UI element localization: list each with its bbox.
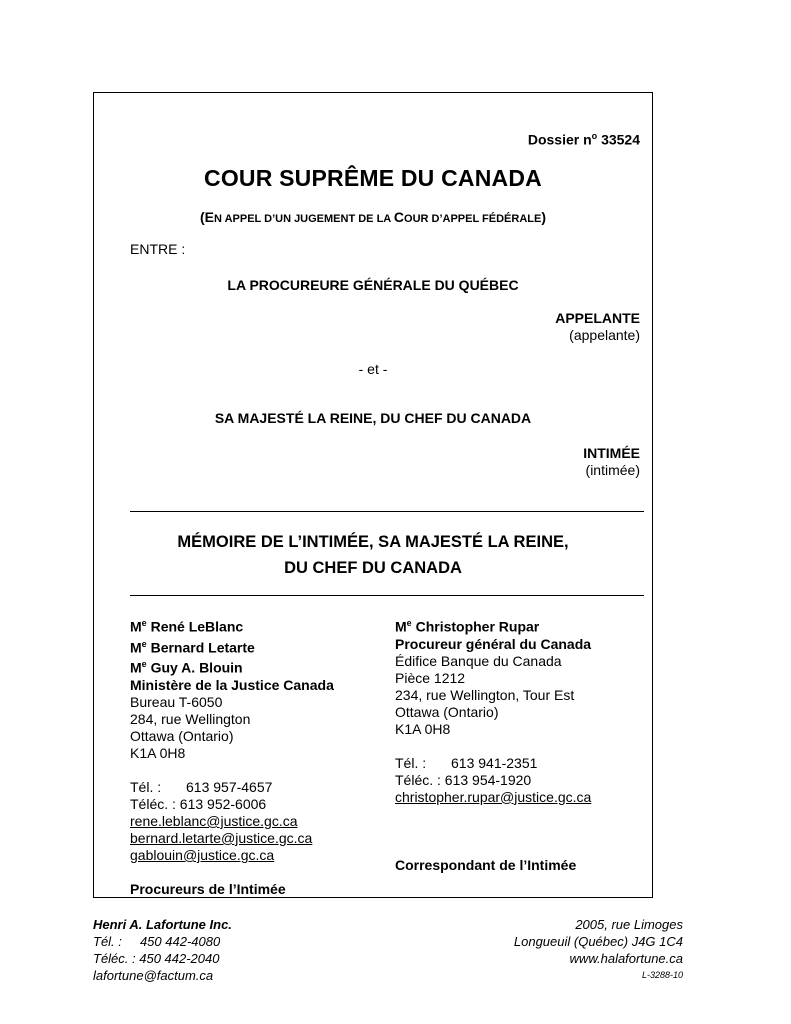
counsel-org: Procureur général du Canada <box>395 635 592 652</box>
appellant-role: APPELANTE (appelante) <box>555 310 640 343</box>
appellant-name: LA PROCUREURE GÉNÉRALE DU QUÉBEC <box>227 277 519 293</box>
address-line: Pièce 1212 <box>395 669 466 686</box>
memoire-title: MÉMOIRE DE L’INTIMÉE, SA MAJESTÉ LA REINE, DU CHEF DU CANADA <box>177 533 569 577</box>
respondent-role: INTIMÉE (intimée) <box>583 445 640 478</box>
printer-email[interactable]: lafortune@factum.ca <box>93 968 214 983</box>
printer-city: Longueuil (Québec) J4G 1C4 <box>513 934 683 949</box>
et-separator: - et - <box>358 361 388 377</box>
divider-top <box>130 511 644 512</box>
printer-info <box>93 916 232 984</box>
respondent-name: SA MAJESTÉ LA REINE, DU CHEF DU CANADA <box>214 410 532 426</box>
court-title: COUR SUPRÊME DU CANADA <box>204 165 542 191</box>
counsel-role-label: Procureurs de l’Intimée <box>130 880 286 897</box>
printer-address <box>514 916 683 984</box>
email-link[interactable]: bernard.letarte@justice.gc.ca <box>130 829 313 846</box>
address-line: 284, rue Wellington <box>130 710 251 727</box>
respondent-counsel-block <box>130 615 390 898</box>
counsel-name: Me René LeBlanc <box>130 618 244 635</box>
address-line: Ottawa (Ontario) <box>395 703 499 720</box>
email-link[interactable]: christopher.rupar@justice.gc.ca <box>395 788 592 805</box>
address-line: 234, rue Wellington, Tour Est <box>395 686 575 703</box>
address-line: K1A 0H8 <box>130 744 186 761</box>
document-code: L-3288-10 <box>641 970 683 980</box>
counsel-org: Ministère de la Justice Canada <box>130 676 334 693</box>
entre-label: ENTRE : <box>130 241 186 257</box>
printer-fax: Téléc. : 450 442-2040 <box>93 951 220 966</box>
correspondent-block <box>395 615 650 874</box>
address-line: Ottawa (Ontario) <box>130 727 234 744</box>
printer-name: Henri A. Lafortune Inc. <box>93 917 232 932</box>
fax: Téléc. : 613 954-1920 <box>395 771 532 788</box>
printer-phone: Tél. : 450 442-4080 <box>93 934 221 949</box>
address-line: Bureau T-6050 <box>130 693 223 710</box>
printer-website[interactable]: www.halafortune.ca <box>569 951 683 966</box>
counsel-name: Me Bernard Letarte <box>130 638 255 656</box>
appeal-subtitle: (EN APPEL D’UN JUGEMENT DE LA COUR D’APPEL FÉDÉRALE) <box>199 209 546 225</box>
phone: Tél. : 613 941-2351 <box>395 754 538 771</box>
dossier-number: Dossier $n^o$ 33524 <box>527 131 640 148</box>
email-link[interactable]: gablouin@justice.gc.ca <box>130 846 275 863</box>
counsel-name: Me Guy A. Blouin <box>130 659 243 676</box>
divider-bottom <box>130 595 644 596</box>
counsel-role-label: Correspondant de l’Intimée <box>395 856 577 873</box>
cover-frame <box>93 92 653 898</box>
printer-street: 2005, rue Limoges <box>575 917 683 932</box>
email-link[interactable]: rene.leblanc@justice.gc.ca <box>130 812 298 829</box>
address-line: K1A 0H8 <box>395 720 451 737</box>
phone: Tél. : 613 957-4657 <box>130 778 273 795</box>
fax: Téléc. : 613 952-6006 <box>130 795 267 812</box>
counsel-name: Me Christopher Rupar <box>395 618 540 635</box>
address-line: Édifice Banque du Canada <box>395 652 562 669</box>
